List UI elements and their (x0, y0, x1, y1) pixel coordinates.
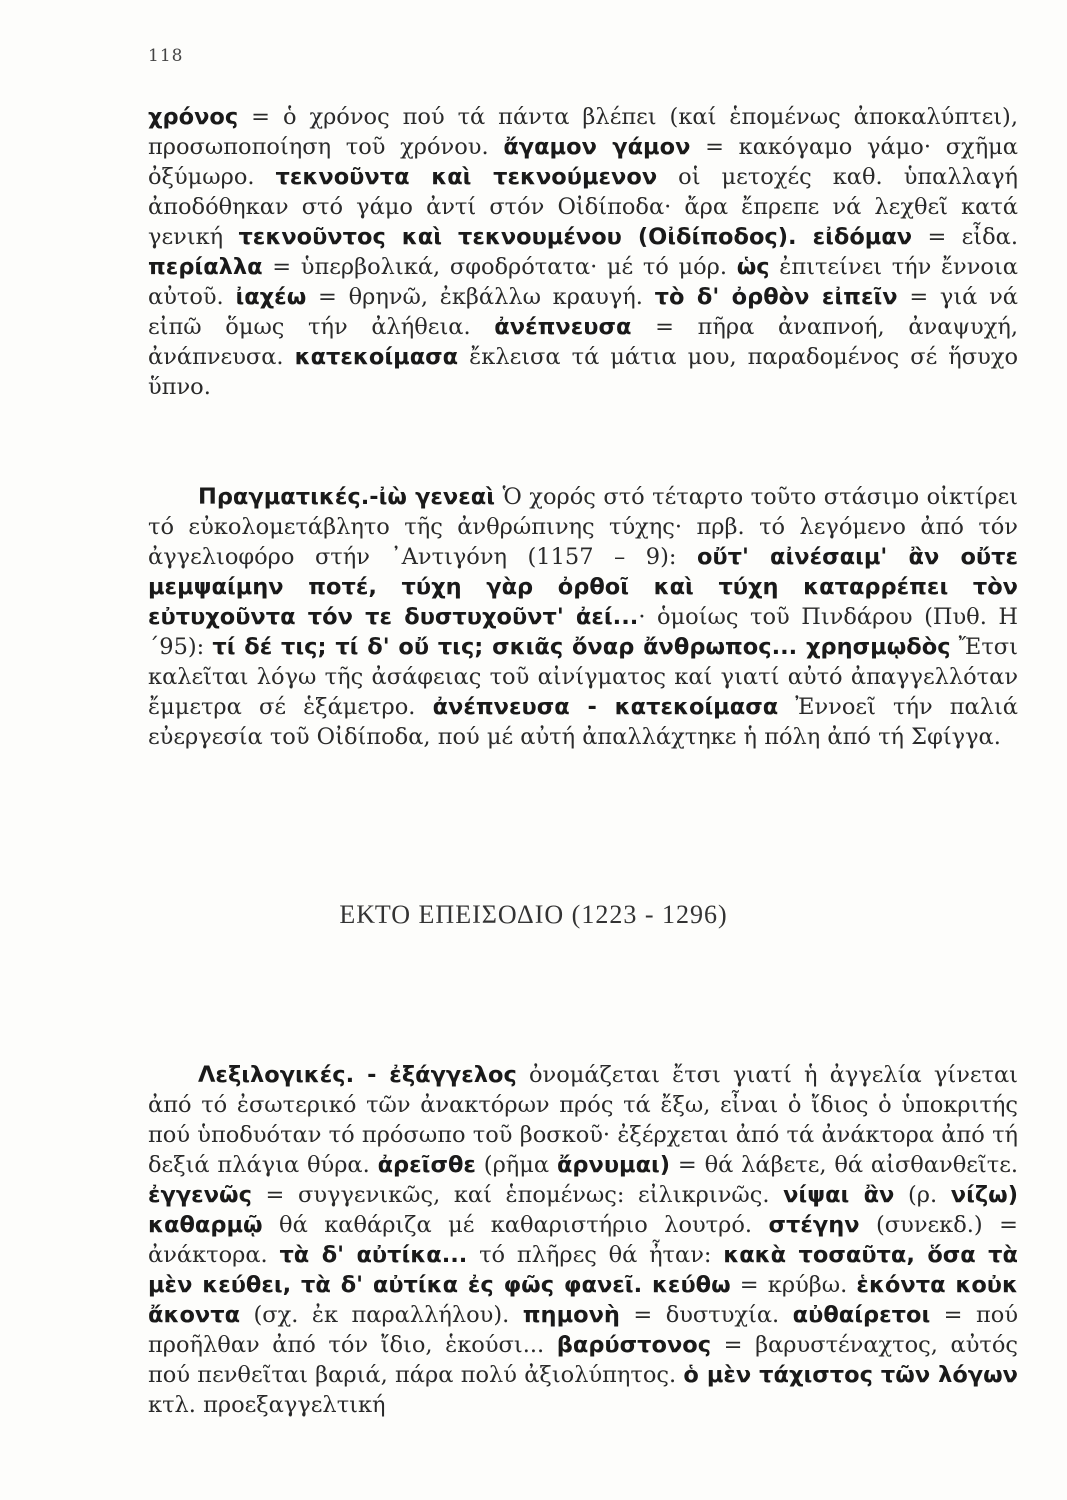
gloss-text: κτλ. προεξαγγελτική (148, 1392, 386, 1418)
gloss-text: ἔκλεισα τά μάτια μου, παραδομένος σέ ἥσυχο ὕπνο. (148, 344, 1018, 400)
gloss-text: = κρύβω. (730, 1272, 857, 1298)
lemma-term: ἀρεῖσθε (377, 1152, 476, 1178)
gloss-text: θά καθάριζα μέ καθαριστήριο λουτρό. (262, 1212, 769, 1238)
paragraph-commentary-2 (148, 482, 1018, 752)
section-heading: ΕΚΤΟ ΕΠΕΙΣΟΔΙΟ (1223 - 1296) (339, 900, 728, 929)
gloss-text: Ἐννοεῖ τήν παλιά εὐεργεσία τοῦ Οἰδίποδα, πού μέ αὐτή ἀπαλλάχτηκε ἡ πόλη ἀπό τή Σφίγγα. (148, 694, 1018, 750)
gloss-text: = δυστυχία. (619, 1302, 793, 1328)
gloss-text: = βαρυστέναχτος, αὐτός πού πενθεῖται βαριά, πάρα πολύ ἀξιολύπητος. (148, 1332, 1018, 1388)
lemma-term: ἄρνυμαι) (556, 1152, 671, 1178)
gloss-text: = πῆρα ἀναπνοή, ἀναψυχή, ἀνάπνευσα. (148, 314, 1018, 370)
lemma-term: πημονὴ (522, 1302, 620, 1328)
gloss-text: Ὁ χορός στό τέταρτο τοῦτο στάσιμο οἰκτίρει τό εὐκολομετάβλητο τῆς ἀνθρώπινης τύχης· πρβ. τό λεγόμενο ἀπό τόν ἀγγελιοφόρο στήν ᾿Αντιγόνη (1157 – 9): (148, 484, 1018, 570)
gloss-text: ὀνομάζεται ἔτσι γιατί ἡ ἀγγελία γίνεται ἀπό τό ἐσωτερικό τῶν ἀνακτόρων πρός τά ἔξω, εἶναι ὁ ἴδιος ὁ ὑποκριτής πού ὑποδυόταν τό πρόσωπο τοῦ βοσκοῦ· ἐξέρχεται ἀπό τά ἀνάκτορα ἀπό τή δεξιά πλάγια θύρα. (148, 1062, 1018, 1178)
lemma-term: ἀνέπνευσα (494, 314, 632, 340)
lemma-term: οὔτ' αἰνέσαιμ' ἂν οὔτε μεμψαίμην ποτέ, τύχη γὰρ ὀρθοῖ καὶ τύχη καταρρέπει τὸν εὐτυχοῦντα τόν τε δυστυχοῦντ' ἀεί... (148, 544, 1018, 630)
gloss-text: οἱ μετοχές καθ. ὑπαλλαγή ἀποδόθηκαν στό γάμο ἀντί στόν Οἰδίποδα· ἄρα ἔπρεπε νά λεχθεῖ κατά γενική (148, 164, 1018, 250)
gloss-text: (ρ. (894, 1182, 951, 1208)
lemma-term: ἀνέπνευσα - κατεκοίμασα (432, 694, 779, 720)
gloss-text: (ρῆμα (475, 1152, 557, 1178)
lemma-term: ἄγαμον γάμον (503, 134, 691, 160)
gloss-text: = γιά νά εἰπῶ ὅμως τήν ἀλήθεια. (148, 284, 1018, 340)
lemma-term: νίζω) καθαρμῷ (148, 1182, 1018, 1238)
paragraph-commentary-1 (148, 102, 1018, 402)
lemma-term: ὡς (736, 254, 770, 280)
lemma-term: τεκνοῦντα καὶ τεκνούμενον (275, 164, 658, 190)
gloss-text: Ἔτσι καλεῖται λόγω τῆς ἀσάφειας τοῦ αἰνίγματος καί γιατί αὐτό ἀπαγγελλόταν ἔμμετρα σέ ἑξάμετρο. (148, 634, 1018, 720)
lemma-term: ἑκόντα κοὐκ ἄκοντα (148, 1272, 1018, 1328)
gloss-text: (σχ. ἐκ παραλλήλου). (240, 1302, 523, 1328)
lemma-term: βαρύστονος (556, 1332, 712, 1358)
gloss-text: = θά λάβετε, θά αἰσθανθεῖτε. (670, 1152, 1019, 1178)
page-number: 118 (148, 46, 184, 66)
gloss-text: = συγγενικῶς, καί ἑπομένως: εἰλικρινῶς. (251, 1182, 784, 1208)
gloss-text: = κακόγαμο γάμο· σχῆμα ὀξύμωρο. (148, 134, 1018, 190)
lemma-term: στέγην (768, 1212, 860, 1238)
lemma-term: κατεκοίμασα (294, 344, 459, 370)
lemma-term: ἰαχέω (235, 284, 307, 310)
lemma-term: κακὰ τοσαῦτα, ὅσα τὰ μὲν κεύθει, τὰ δ' αὐτίκα ἐς φῶς φανεῖ. κεύθω (148, 1242, 1019, 1298)
lemma-term: τὰ δ' αὐτίκα... (279, 1242, 468, 1268)
lemma-term: τὸ δ' ὀρθὸν εἰπεῖν (654, 284, 898, 310)
gloss-text: = θρηνῶ, ἐκβάλλω κραυγή. (306, 284, 655, 310)
lemma-term: τεκνοῦντος καὶ τεκνουμένου (Οἰδίποδος). εἰδόμαν (238, 224, 913, 250)
lemma-term: τί δέ τις; τί δ' οὔ τις; σκιᾶς ὄναρ ἄνθρωπος... χρησμῳδὸς (212, 634, 951, 660)
lemma-term: ὁ μὲν τάχιστος τῶν λόγων (683, 1362, 1019, 1388)
lemma-term: χρόνος (148, 104, 239, 130)
gloss-text: · ὁμοίως τοῦ Πινδάρου (Πυθ. Η´95): (148, 604, 1019, 660)
lemma-term: ἐγγενῶς (148, 1182, 252, 1208)
gloss-text: = εἶδα. (912, 224, 1018, 250)
gloss-text: = ὁ χρόνος πού τά πάντα βλέπει (καί ἑπομένως ἀποκαλύπτει), προσωποποίηση τοῦ χρόνου. (148, 104, 1018, 160)
gloss-text: τό πλῆρες θά ἦταν: (467, 1242, 724, 1268)
lemma-term: Λεξιλογικές. - ἐξάγγελος (198, 1062, 517, 1088)
gloss-text: ἐπιτείνει τήν ἔννοια αὐτοῦ. (148, 254, 1018, 310)
paragraph-commentary-3 (148, 1060, 1018, 1420)
gloss-text: (συνεκδ.) = ἀνάκτορα. (148, 1212, 1018, 1268)
lemma-term: Πραγματικές.-ἰὼ γενεαὶ (198, 484, 496, 510)
lemma-term: περίαλλα (148, 254, 263, 280)
lemma-term: αὐθαίρετοι (792, 1302, 931, 1328)
lemma-term: νίψαι ἂν (783, 1182, 895, 1208)
gloss-text: = πού προῆλθαν ἀπό τόν ἴδιο, ἑκούσι... (148, 1302, 1019, 1358)
gloss-text: = ὑπερβολικά, σφοδρότατα· μέ τό μόρ. (262, 254, 737, 280)
